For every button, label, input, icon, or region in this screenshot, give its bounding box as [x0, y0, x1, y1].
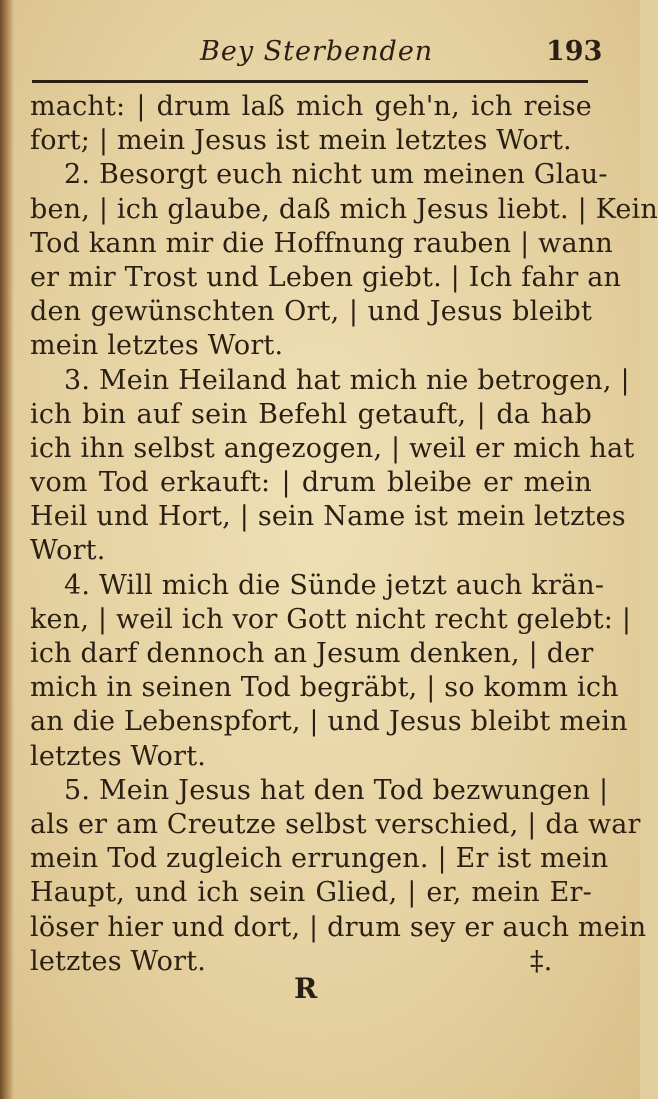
page-number: 193: [546, 36, 603, 67]
text-line: letztes Wort.: [30, 740, 207, 772]
final-line-text: letztes Wort.: [30, 945, 207, 977]
text-line: den gewünschten Ort, | und Jesus bleibt: [30, 296, 592, 328]
verse-start-line: 3. Mein Heiland hat mich nie betrogen, |: [64, 364, 630, 396]
text-line: ich ihn selbst angezogen, | weil er mich hat: [30, 432, 635, 464]
text-line: fort; | mein Jesus ist mein letztes Wort.: [30, 125, 572, 157]
text-line: Wort.: [30, 535, 106, 567]
text-line: Heil und Hort, | sein Name ist mein letztes: [30, 501, 626, 533]
text-line: ich bin auf sein Befehl getauft, | da hab: [30, 398, 592, 430]
text-line: ken, | weil ich vor Gott nicht recht gelebt: |: [30, 603, 632, 635]
text-line: er mir Trost und Leben giebt. | Ich fahr an: [30, 261, 622, 293]
verse-start-line: 2. Besorgt euch nicht um meinen Glau-: [64, 159, 608, 191]
text-line: Haupt, und ich sein Glied, | er, mein Er-: [30, 877, 592, 909]
text-line: macht: | drum laß mich geh'n, ich reise: [30, 91, 592, 122]
text-line: löser hier und dort, | drum sey er auch mein: [30, 911, 647, 943]
text-line: mich in seinen Tod begräbt, | so komm ich: [30, 672, 619, 704]
text-line: Tod kann mir die Hoffnung rauben | wann: [30, 227, 613, 259]
text-line: vom Tod erkauft: | drum bleibe er mein: [30, 467, 592, 499]
text-line: an die Lebenspfort, | und Jesus bleibt mein: [30, 706, 628, 738]
text-line: mein letztes Wort.: [30, 330, 284, 362]
page-binding-edge: [0, 0, 14, 1099]
text-line: als er am Creutze selbst verschied, | da war: [30, 808, 641, 840]
verse-start-line: 5. Mein Jesus hat den Tod bezwungen |: [64, 774, 609, 806]
verse-start-line: 4. Will mich die Sünde jetzt auch krän-: [64, 569, 605, 601]
text-line: ben, | ich glaube, daß mich Jesus liebt. | Kein: [30, 193, 658, 225]
text-line: mein Tod zugleich errungen. | Er ist mein: [30, 843, 609, 875]
text-line: ich darf dennoch an Jesum denken, | der: [30, 638, 594, 669]
end-mark: ‡.: [530, 945, 553, 977]
running-head-title: Bey Sterbenden: [200, 36, 434, 67]
hymn-text: [30, 90, 658, 979]
header-rule: [32, 80, 588, 83]
signature-mark: R: [294, 972, 318, 1005]
running-head: [0, 36, 640, 76]
